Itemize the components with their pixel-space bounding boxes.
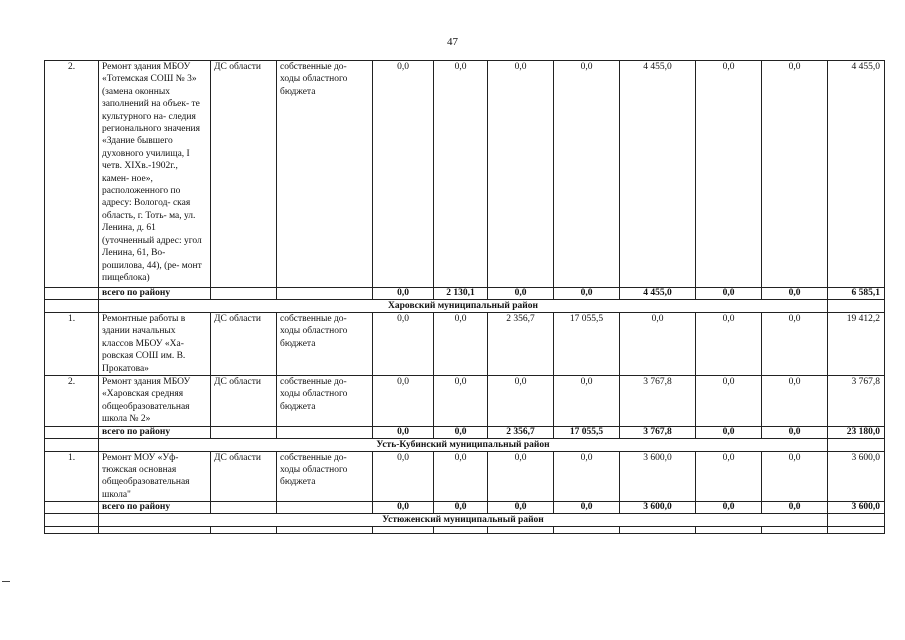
district-header-row — [45, 438, 885, 451]
total-value: 0,0 — [373, 288, 434, 300]
item-number: 2. — [45, 376, 99, 427]
item-funding-source: собственные до- ходы областного бюджета — [277, 376, 373, 427]
item-value: 0,0 — [434, 313, 488, 376]
item-value: 17 055,5 — [554, 313, 620, 376]
total-value: 3 600,0 — [620, 502, 696, 514]
item-value: 0,0 — [554, 376, 620, 427]
margin-mark — [2, 581, 10, 582]
total-value: 0,0 — [373, 426, 434, 438]
total-value: 0,0 — [762, 288, 828, 300]
item-value: 3 767,8 — [620, 376, 696, 427]
total-value: 3 767,8 — [620, 426, 696, 438]
total-value: 17 055,5 — [554, 426, 620, 438]
item-value: 0,0 — [696, 313, 762, 376]
total-value: 0,0 — [488, 288, 554, 300]
empty-cell — [434, 527, 488, 534]
item-customer: ДС области — [211, 451, 277, 502]
item-funding-source: собственные до- ходы областного бюджета — [277, 313, 373, 376]
total-value: 2 356,7 — [488, 426, 554, 438]
total-value: 0,0 — [554, 288, 620, 300]
empty-cell — [277, 288, 373, 300]
empty-cell — [373, 527, 434, 534]
item-value: 0,0 — [488, 376, 554, 427]
item-name: Ремонт здания МБОУ «Харовская средняя общеобразовательная школа № 2» — [99, 376, 211, 427]
item-name: Ремонт МОУ «Уф- тюжская основная общеобразовательная школа" — [99, 451, 211, 502]
item-value: 0,0 — [762, 61, 828, 288]
item-value: 0,0 — [696, 451, 762, 502]
item-name: Ремонтные работы в здании начальных классов МБОУ «Ха- ровская СОШ им. В. Прокатова» — [99, 313, 211, 376]
total-value: 6 585,1 — [828, 288, 885, 300]
item-value: 0,0 — [488, 451, 554, 502]
empty-cell — [45, 426, 99, 438]
item-value: 0,0 — [434, 61, 488, 288]
item-value: 0,0 — [373, 313, 434, 376]
empty-cell — [762, 527, 828, 534]
item-value: 0,0 — [762, 451, 828, 502]
item-row — [45, 451, 885, 502]
item-value: 0,0 — [373, 61, 434, 288]
total-value: 2 130,1 — [434, 288, 488, 300]
empty-cell — [211, 288, 277, 300]
item-value: 3 767,8 — [828, 376, 885, 427]
empty-cell — [696, 527, 762, 534]
total-value: 0,0 — [696, 502, 762, 514]
item-row — [45, 376, 885, 427]
total-value: 0,0 — [434, 502, 488, 514]
empty-cell — [99, 527, 211, 534]
item-number: 2. — [45, 61, 99, 288]
empty-cell — [620, 527, 696, 534]
empty-cell — [828, 514, 885, 527]
total-value: 3 600,0 — [828, 502, 885, 514]
empty-cell — [277, 502, 373, 514]
item-value: 4 455,0 — [828, 61, 885, 288]
item-value: 0,0 — [554, 451, 620, 502]
item-value: 0,0 — [762, 313, 828, 376]
district-header-row — [45, 514, 885, 527]
total-value: 23 180,0 — [828, 426, 885, 438]
item-value: 0,0 — [434, 376, 488, 427]
total-value: 0,0 — [373, 502, 434, 514]
item-name: Ремонт здания МБОУ «Тотемская СОШ № 3» (замена оконных заполнений на объек- те культурного на- следия регионального значения «Здание бывшего духовного училища, I четв. XIXв.-1902г., камен- ное», расположенного по адресу: Вологод- ская область, г. Тоть- ма, ул. Ленина, д. 61 (уточненный адрес: угол Ленина, 61, Во- рошилова, 44), (ре- монт пищеблока) — [99, 61, 211, 288]
empty-cell — [211, 502, 277, 514]
item-value: 3 600,0 — [828, 451, 885, 502]
item-row — [45, 61, 885, 288]
empty-cell — [211, 426, 277, 438]
empty-cell — [554, 527, 620, 534]
item-value: 19 412,2 — [828, 313, 885, 376]
total-value: 0,0 — [696, 426, 762, 438]
item-value: 0,0 — [488, 61, 554, 288]
empty-cell — [277, 527, 373, 534]
district-total-row — [45, 288, 885, 300]
spacer-row — [45, 527, 885, 534]
item-row — [45, 313, 885, 376]
item-customer: ДС области — [211, 313, 277, 376]
district-header-row — [45, 300, 885, 313]
item-value: 0,0 — [373, 451, 434, 502]
total-value: 0,0 — [762, 502, 828, 514]
item-customer: ДС области — [211, 376, 277, 427]
item-funding-source: собственные до- ходы областного бюджета — [277, 451, 373, 502]
empty-cell — [828, 300, 885, 313]
item-value: 0,0 — [434, 451, 488, 502]
empty-cell — [828, 438, 885, 451]
empty-cell — [45, 514, 99, 527]
empty-cell — [45, 300, 99, 313]
total-value: 0,0 — [696, 288, 762, 300]
budget-table — [44, 60, 885, 534]
total-value: 4 455,0 — [620, 288, 696, 300]
district-title: Устюженский муниципальный район — [99, 514, 828, 527]
item-number: 1. — [45, 313, 99, 376]
district-total-row — [45, 502, 885, 514]
total-label: всего по району — [99, 502, 211, 514]
item-value: 0,0 — [696, 61, 762, 288]
page-number: 47 — [447, 36, 458, 48]
item-customer: ДС области — [211, 61, 277, 288]
empty-cell — [828, 527, 885, 534]
item-value: 0,0 — [373, 376, 434, 427]
empty-cell — [488, 527, 554, 534]
empty-cell — [277, 426, 373, 438]
item-value: 2 356,7 — [488, 313, 554, 376]
total-value: 0,0 — [488, 502, 554, 514]
empty-cell — [45, 502, 99, 514]
item-value: 0,0 — [554, 61, 620, 288]
district-title: Харовский муниципальный район — [99, 300, 828, 313]
total-value: 0,0 — [762, 426, 828, 438]
table-body — [45, 61, 885, 534]
item-funding-source: собственные до- ходы областного бюджета — [277, 61, 373, 288]
total-value: 0,0 — [434, 426, 488, 438]
total-label: всего по району — [99, 426, 211, 438]
item-value: 3 600,0 — [620, 451, 696, 502]
item-value: 0,0 — [696, 376, 762, 427]
item-value: 0,0 — [620, 313, 696, 376]
district-total-row — [45, 426, 885, 438]
empty-cell — [45, 438, 99, 451]
total-label: всего по району — [99, 288, 211, 300]
district-title: Усть-Кубинский муниципальный район — [99, 438, 828, 451]
empty-cell — [45, 288, 99, 300]
item-number: 1. — [45, 451, 99, 502]
total-value: 0,0 — [554, 502, 620, 514]
item-value: 0,0 — [762, 376, 828, 427]
empty-cell — [211, 527, 277, 534]
empty-cell — [45, 527, 99, 534]
item-value: 4 455,0 — [620, 61, 696, 288]
